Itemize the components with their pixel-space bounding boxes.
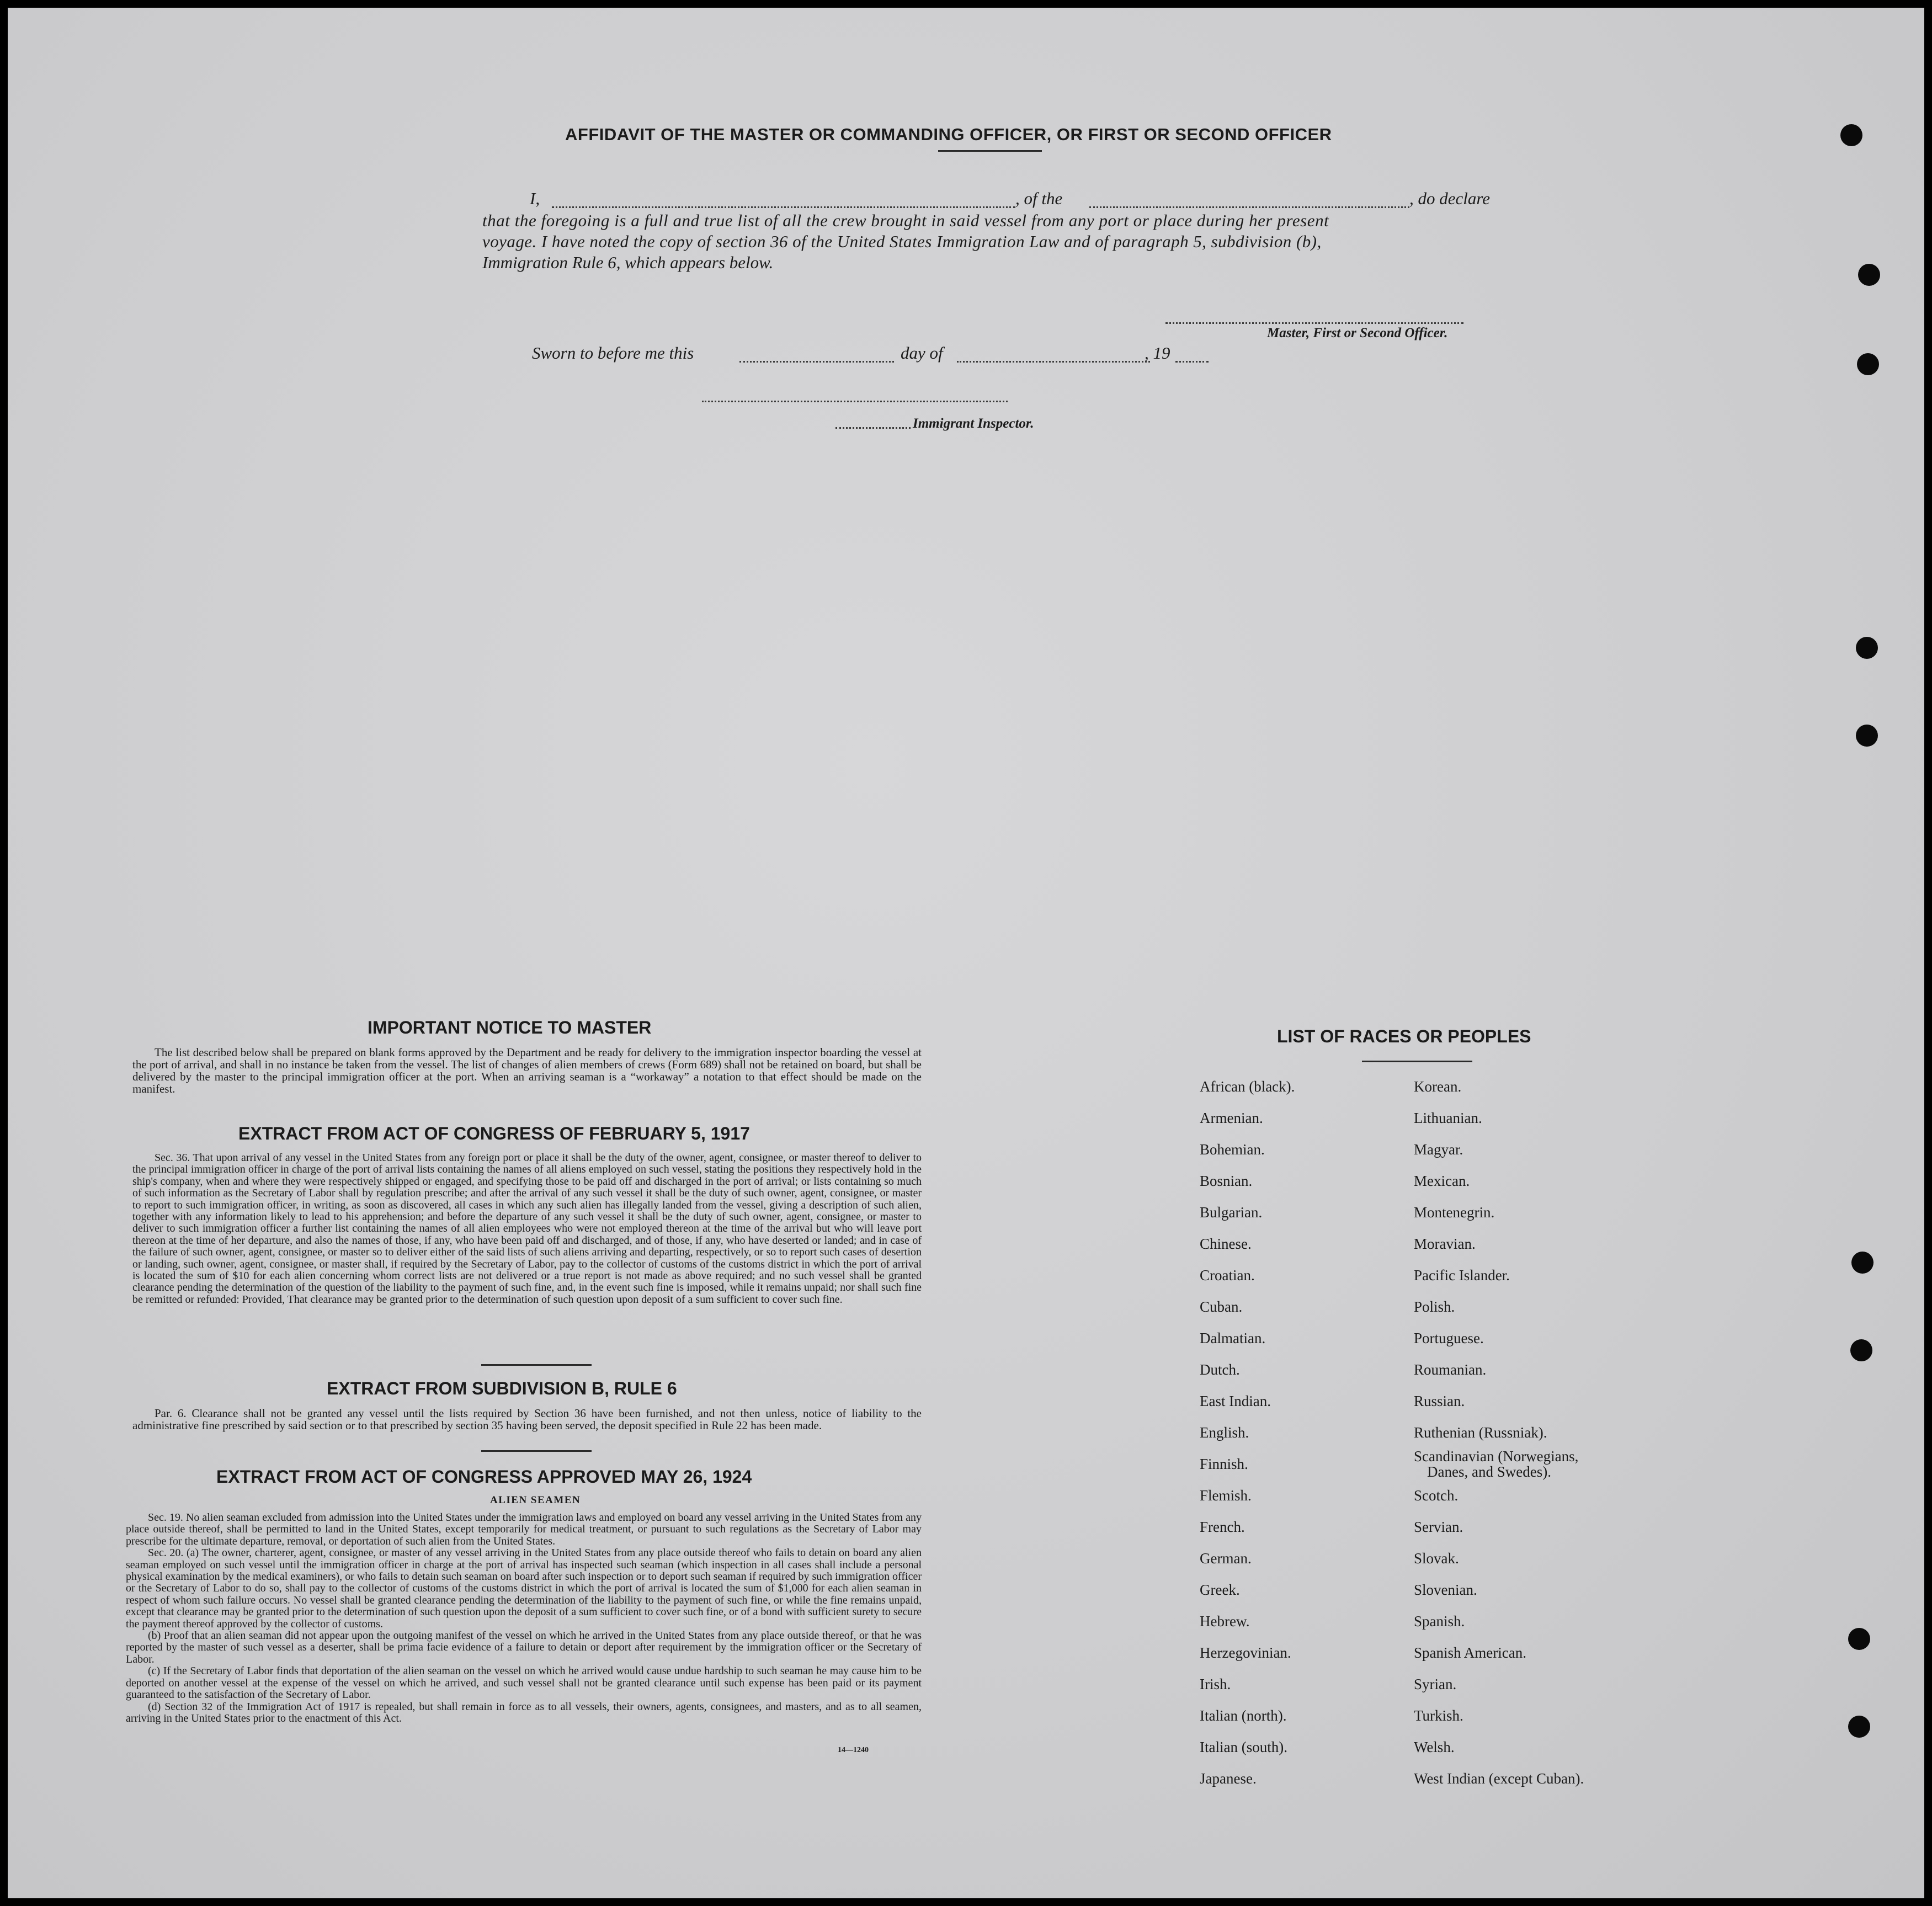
affidavit-do-declare-label: , do declare — [1409, 189, 1491, 208]
race-item: East Indian. — [1200, 1393, 1271, 1409]
sworn-day-line[interactable] — [739, 361, 894, 363]
section-36-paragraph: Sec. 36. That upon arrival of any vessel in the United States from any foreign port or place it shall be the duty of the owner, agent, consignee, or master thereof to deliver to the principal immigration officer in charge of the port of arrival lists containing the names of all aliens employed on such vessel, stating the positions they respectively hold in the ship's company, when and where they were respectively shipped or engaged, and specifying those to be paid off and discharged in the port of arrival; or lists containing so much of such information as the Secretary of Labor shall by regulation prescribe; and after the arrival of any such vessel it shall be the duty of such owner, agent, consignee, or master to report to such immigration officer, in writing, as soon as discovered, all cases in which any such alien has illegally landed from the vessel, giving a description of such alien, together with any information likely to lead to his apprehension; and before the departure of any such vessel it shall be the duty of such owner, agent, consignee, or master to deliver to such immigration officer a further list containing the names of all alien employees who were not employed thereon at the time of the arrival but who will leave port thereon at the time of her departure, and also the names of those, if any, who have been paid off and discharged, and of those, if any, who have deserted or landed; and in case of the failure of such owner, agent, consignee, or master so to deliver either of the said lists of such aliens arriving and departing, respectively, or so to report such cases of desertion or landing, such owner, agent, consignee, or master shall, if required by the Secretary of Labor, pay to the collector of customs of the customs district in which the port of arrival is located the sum of $10 for each alien concerning whom correct lists are not delivered or a true report is not made as above required; and no such vessel shall be granted clearance pending the determination of the question of the liability to the payment of such fine, and, in the event such fine is imposed, while it remains unpaid; nor shall such fine be remitted or refunded: Provided, That clearance may be granted prior to the determination of such question upon deposit of a sum sufficient to cover such fine. — [132, 1152, 922, 1306]
extract1924-subtitle: ALIEN SEAMEN — [490, 1494, 581, 1506]
race-item: Italian (north). — [1200, 1707, 1287, 1724]
affidavit-title: AFFIDAVIT OF THE MASTER OR COMMANDING OFFICER, OR FIRST OR SECOND OFFICER — [565, 125, 1332, 144]
rule6-title: EXTRACT FROM SUBDIVISION B, RULE 6 — [327, 1378, 677, 1398]
race-item: Chinese. — [1200, 1236, 1252, 1252]
form-number: 14—1240 — [838, 1746, 869, 1754]
race-item: Flemish. — [1200, 1487, 1252, 1504]
title-underline — [938, 150, 1042, 152]
race-item: Lithuanian. — [1414, 1110, 1482, 1126]
section-20d-paragraph: (d) Section 32 of the Immigration Act of 1917 is repealed, but shall remain in force as to all vessels, their owners, agents, consignees, and masters, and as to all seamen, arriving in the United States prior to the enactment of this Act. — [126, 1700, 922, 1724]
vessel-line[interactable] — [1089, 206, 1409, 208]
punch-hole — [1851, 1252, 1874, 1274]
rule6-body — [132, 1407, 922, 1431]
sworn-label: Sworn to before me this — [532, 343, 694, 363]
race-item: Finnish. — [1200, 1456, 1248, 1472]
race-item: Montenegrin. — [1414, 1204, 1495, 1221]
races-underline — [1362, 1061, 1472, 1062]
sworn-year-line[interactable] — [1175, 361, 1209, 363]
race-item: Croatian. — [1200, 1267, 1255, 1284]
notice-title: IMPORTANT NOTICE TO MASTER — [368, 1018, 652, 1037]
separator-rule — [481, 1364, 592, 1366]
race-item: Greek. — [1200, 1582, 1240, 1598]
inspector-prefix-line — [835, 427, 911, 429]
race-item: Turkish. — [1414, 1707, 1463, 1724]
race-item: Korean. — [1414, 1078, 1462, 1095]
punch-hole — [1857, 353, 1879, 375]
sworn-month-line[interactable] — [957, 361, 1150, 363]
punch-hole — [1848, 1628, 1870, 1650]
affidavit-text-line3: Immigration Rule 6, which appears below. — [482, 253, 774, 272]
punch-hole — [1850, 1339, 1872, 1361]
affidavit-text-line1: that the foregoing is a full and true list of all the crew brought in said vessel from any port or place during her present — [482, 211, 1329, 230]
race-item: Russian. — [1414, 1393, 1465, 1409]
race-item: English. — [1200, 1424, 1249, 1441]
race-item: Spanish. — [1414, 1613, 1465, 1630]
race-item: Cuban. — [1200, 1298, 1243, 1315]
race-item: Bosnian. — [1200, 1173, 1253, 1189]
year-label: , 19 — [1145, 343, 1170, 363]
separator-rule — [481, 1450, 592, 1452]
affidavit-of-the-label: , of the — [1015, 189, 1063, 208]
affidavit-i-label: I, — [530, 189, 540, 208]
punch-hole — [1858, 264, 1880, 286]
race-item: Syrian. — [1414, 1676, 1457, 1692]
race-item: Roumanian. — [1414, 1361, 1487, 1378]
race-item: Spanish American. — [1414, 1644, 1526, 1661]
notice-paragraph: The list described below shall be prepared on blank forms approved by the Department and be ready for delivery to the immigration inspector boarding the vessel at the port of arrival, and shall in no instance be taken from the vessel. The list of changes of alien members of crews (Form 689) shall not be retained on board, but shall be delivered by the master to the principal immigration officer at the port. When an arriving seaman is a “workaway” a notation to that effect should be made on the manifest. — [132, 1046, 922, 1095]
signature-line[interactable] — [1165, 322, 1463, 324]
extract1924-title: EXTRACT FROM ACT OF CONGRESS APPROVED MAY 26, 1924 — [216, 1467, 752, 1487]
race-item: Slovenian. — [1414, 1582, 1477, 1598]
affidavit-text-line2: voyage. I have noted the copy of section 36 of the United States Immigration Law and of paragraph 5, subdivision (b), — [482, 232, 1322, 251]
race-item: Magyar. — [1414, 1141, 1463, 1158]
race-item: Portuguese. — [1414, 1330, 1484, 1346]
race-item: Mexican. — [1414, 1173, 1470, 1189]
punch-hole — [1840, 124, 1862, 146]
name-line[interactable] — [552, 206, 1015, 208]
race-item: Slovak. — [1414, 1550, 1459, 1567]
notice-text — [132, 1046, 922, 1095]
extract1924-body — [126, 1512, 922, 1724]
section-20b-paragraph: (b) Proof that an alien seaman did not appear upon the outgoing manifest of the vessel on which he arrived in the United States from any place outside thereof, or that he was reported by the master of such vessel as a deserter, shall be prima facie evidence of a failure to detain or deport after requirement by the immigration officer or the Secretary of Labor. — [126, 1630, 922, 1665]
race-item: Bulgarian. — [1200, 1204, 1263, 1221]
race-item: Dutch. — [1200, 1361, 1240, 1378]
race-item: Welsh. — [1414, 1739, 1455, 1755]
race-item: French. — [1200, 1519, 1245, 1535]
race-item: Ruthenian (Russniak). — [1414, 1424, 1547, 1441]
race-item: German. — [1200, 1550, 1252, 1567]
race-item: Armenian. — [1200, 1110, 1263, 1126]
race-item: Irish. — [1200, 1676, 1231, 1692]
race-item: Dalmatian. — [1200, 1330, 1266, 1346]
race-item: Polish. — [1414, 1298, 1455, 1315]
document-sheet — [8, 8, 1924, 1898]
race-item: Scotch. — [1414, 1487, 1459, 1504]
race-item: Bohemian. — [1200, 1141, 1265, 1158]
punch-hole — [1856, 725, 1878, 747]
extract1917-body — [132, 1152, 922, 1306]
race-item-continuation: Danes, and Swedes). — [1427, 1463, 1551, 1480]
punch-hole — [1856, 637, 1878, 659]
race-item: African (black). — [1200, 1078, 1295, 1095]
punch-hole — [1848, 1716, 1870, 1738]
race-item: Italian (south). — [1200, 1739, 1287, 1755]
race-item: Servian. — [1414, 1519, 1463, 1535]
race-item: Pacific Islander. — [1414, 1267, 1510, 1284]
rule6-paragraph: Par. 6. Clearance shall not be granted any vessel until the lists required by Section 36 have been furnished, and not then unless, notice of liability to the administrative fine prescribed by said section or to that prescribed by section 35 having been served, the deposit specified in Rule 22 has been made. — [132, 1407, 922, 1432]
race-item: Scandinavian (Norwegians, — [1414, 1448, 1579, 1465]
section-20a-paragraph: Sec. 20. (a) The owner, charterer, agent, consignee, or master of any vessel arriving in the United States from any place outside thereof who fails to detain on board any alien seaman employed on such vessel until the immigration officer in charge at the port of arrival has inspected such seaman (which inspection in all cases shall include a personal physical examination by the medical examiners), or who fails to detain such seaman on board after such inspection or to deport such seaman if required by such immigration officer or the Secretary of Labor to do so, shall pay to the collector of customs of the customs district in which the port of arrival is located the sum of $1,000 for each alien seaman in respect of whom such failure occurs. No vessel shall be granted clearance pending the determination of the liability to the payment of such fine, or while the fine remains unpaid, except that clearance may be granted prior to the determination of such question upon the deposit of a sum sufficient to cover such fine, or of a bond with sufficient surety to secure the payment thereof approved by the collector of customs. — [126, 1547, 922, 1630]
races-title: LIST OF RACES OR PEOPLES — [1277, 1026, 1531, 1046]
inspector-caption: Immigrant Inspector. — [913, 416, 1034, 431]
inspector-signature-line[interactable] — [702, 401, 1008, 402]
race-item: West Indian (except Cuban). — [1414, 1770, 1584, 1787]
signature-caption: Master, First or Second Officer. — [1267, 326, 1448, 340]
race-item: Japanese. — [1200, 1770, 1257, 1787]
race-item: Moravian. — [1414, 1236, 1476, 1252]
race-item: Herzegovinian. — [1200, 1644, 1291, 1661]
day-of-label: day of — [901, 343, 943, 363]
section-19-paragraph: Sec. 19. No alien seaman excluded from admission into the United States under the immigration laws and employed on board any vessel arriving in the United States from any place outside thereof, shall be permitted to land in the United States, except temporarily for medical treatment, or pursuant to such regulations as the Secretary of Labor may prescribe for the ultimate departure, removal, or deportation of such alien from the United States. — [126, 1511, 922, 1547]
section-20c-paragraph: (c) If the Secretary of Labor finds that deportation of the alien seaman on the vessel on which he arrived would cause undue hardship to such seaman he may cause him to be deported on another vessel at the expense of the vessel on which he arrived, and such vessel shall not be granted clearance until such expense has been paid or its payment guaranteed to the satisfaction of the Secretary of Labor. — [126, 1665, 922, 1701]
race-item: Hebrew. — [1200, 1613, 1250, 1630]
extract1917-title: EXTRACT FROM ACT OF CONGRESS OF FEBRUARY 5, 1917 — [238, 1124, 750, 1143]
